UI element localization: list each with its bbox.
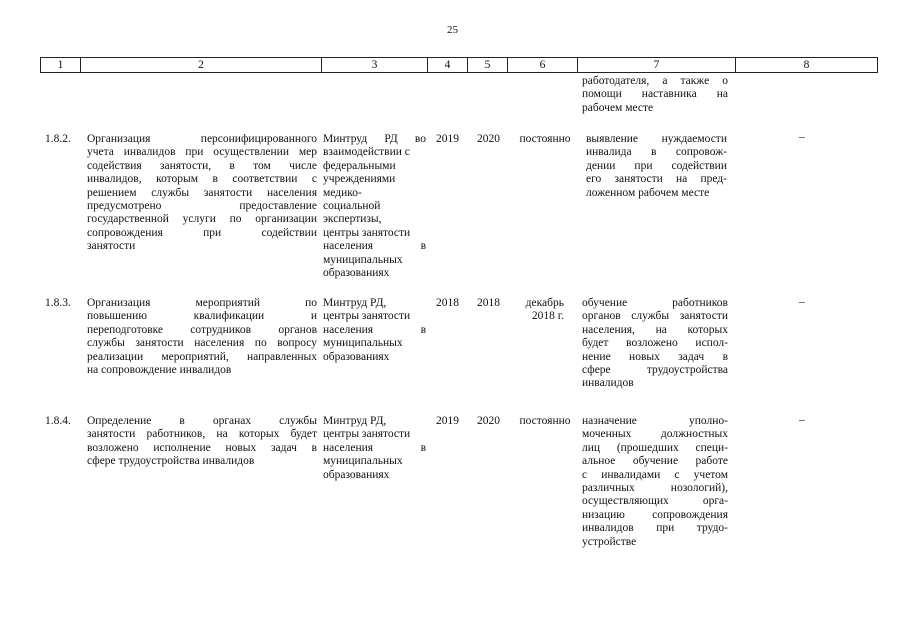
start-year: 2019 (436, 133, 459, 145)
header-col-6: 6 (507, 58, 577, 72)
text-line: постоянно (519, 133, 571, 145)
text-line: выявление нуждаемости (586, 133, 727, 145)
text-line: федеральными (323, 159, 396, 172)
text-line: органов службы занятости (582, 310, 728, 323)
start-year: 2019 (436, 415, 459, 427)
text-line: государственной услуги по организации (87, 213, 317, 226)
header-col-8: 8 (735, 58, 878, 72)
activity-cell (87, 133, 317, 254)
text-line: низацию сопровождения (582, 508, 728, 521)
text-line: моченных должностных (582, 428, 728, 441)
text-line: 2018 г. (531, 310, 564, 323)
text-line: Минтруд РД, (323, 297, 387, 309)
text-line: инвалидов (582, 377, 634, 390)
text-line: населения в (323, 323, 426, 336)
text-line: устройстве (582, 535, 637, 548)
start-year: 2018 (436, 297, 459, 309)
result-cell (586, 133, 727, 200)
activity-cell (87, 297, 317, 377)
term-cell (512, 415, 578, 428)
text-line: декабрь (525, 297, 564, 309)
executor-cell (323, 297, 426, 364)
text-line: переподготовке сотрудников органов (87, 323, 317, 336)
text-line: Организация персонифицированного (87, 133, 317, 145)
text-line: сфере трудоустройства (582, 364, 728, 377)
text-line: населения в (323, 240, 426, 253)
result-cell (582, 297, 728, 391)
text-line: муниципальных (323, 337, 403, 350)
text-line: нение новых задач в (582, 350, 728, 363)
text-line: занятости (87, 240, 136, 253)
text-line: Минтруд РД, (323, 415, 387, 427)
end-year: 2020 (477, 133, 500, 145)
text-line: содействия занятости, в том числе (87, 159, 317, 172)
text-line: осуществляющих орга- (582, 495, 728, 508)
text-line: дении при содействии (586, 159, 727, 172)
text-line: обучение работников (582, 297, 728, 309)
text-line: помощи наставника на (582, 88, 728, 101)
text-line: инвалидов, которым в соответствии с (87, 173, 317, 186)
end-year: 2020 (477, 415, 500, 427)
text-line: социальной (323, 200, 381, 213)
text-line: постоянно (519, 415, 571, 427)
header-col-1: 1 (40, 58, 80, 72)
header-col-7: 7 (577, 58, 735, 72)
text-line: центры занятости (323, 310, 411, 323)
text-line: муниципальных (323, 253, 403, 266)
text-line: возложено исполнение новых задач в (87, 441, 317, 454)
text-line: учета инвалидов при осуществлении мер (87, 146, 317, 159)
text-line: инвалида в сопровож- (586, 146, 727, 159)
text-line: повышению квалификации и (87, 310, 317, 323)
executor-cell (323, 415, 426, 482)
table-header-row (40, 57, 878, 73)
text-line: экспертизы, (323, 213, 382, 226)
text-line: инвалидов при трудо- (582, 522, 728, 535)
text-line: образованиях (323, 468, 390, 481)
text-line: его занятости на пред- (586, 173, 727, 186)
text-line: рабочем месте (582, 101, 654, 114)
end-year: 2018 (477, 297, 500, 309)
text-line: учреждениями (323, 173, 396, 186)
text-line: центры занятости (323, 226, 411, 239)
page-number: 25 (447, 24, 458, 36)
header-col-4: 4 (427, 58, 467, 72)
text-line: работодателя, а также о (582, 75, 728, 87)
text-line: населения, на которых (582, 323, 728, 336)
text-line: будет возложено испол- (582, 337, 728, 350)
text-line: Определение в органах службы (87, 415, 317, 427)
text-line: Минтруд РД во (323, 133, 426, 145)
text-line: на сопровождение инвалидов (87, 364, 232, 377)
row-number: 1.8.4. (45, 415, 71, 427)
header-col-2: 2 (80, 58, 321, 72)
text-line: Организация мероприятий по (87, 297, 317, 309)
term-cell (512, 133, 578, 146)
text-line: альное обучение работе (582, 455, 728, 468)
text-line: образованиях (323, 350, 390, 363)
result-cell (582, 415, 728, 549)
text-line: образованиях (323, 267, 390, 280)
dash-mark: – (799, 296, 805, 308)
text-line: решением службы занятости населения (87, 186, 317, 199)
row-number: 1.8.3. (45, 297, 71, 309)
text-line: населения в (323, 441, 426, 454)
header-col-3: 3 (321, 58, 427, 72)
row-number: 1.8.2. (45, 133, 71, 145)
text-line: ложенном рабочем месте (586, 186, 710, 199)
text-line: взаимодействии с (323, 146, 410, 159)
text-line: сопровождения при содействии (87, 226, 317, 239)
text-line: различных нозологий), (582, 482, 728, 495)
text-line: предусмотрено предоставление (87, 200, 317, 213)
text-line: назначение уполно- (582, 415, 728, 427)
text-line: с инвалидами с учетом (582, 468, 728, 481)
text-line: центры занятости (323, 428, 411, 441)
text-line: занятости работников, на которых будет (87, 428, 317, 441)
text-line: медико- (323, 186, 362, 199)
term-cell (512, 297, 564, 324)
text-line: лиц (прошедших специ- (582, 441, 728, 454)
dash-mark: – (799, 131, 805, 143)
continuation-result (582, 75, 728, 115)
dash-mark: – (799, 414, 805, 426)
header-col-5: 5 (467, 58, 507, 72)
text-line: сфере трудоустройства инвалидов (87, 455, 255, 468)
executor-cell (323, 133, 426, 280)
activity-cell (87, 415, 317, 469)
text-line: муниципальных (323, 455, 403, 468)
text-line: службы занятости населения по вопросу (87, 337, 317, 350)
text-line: реализации мероприятий, направленных (87, 350, 317, 363)
